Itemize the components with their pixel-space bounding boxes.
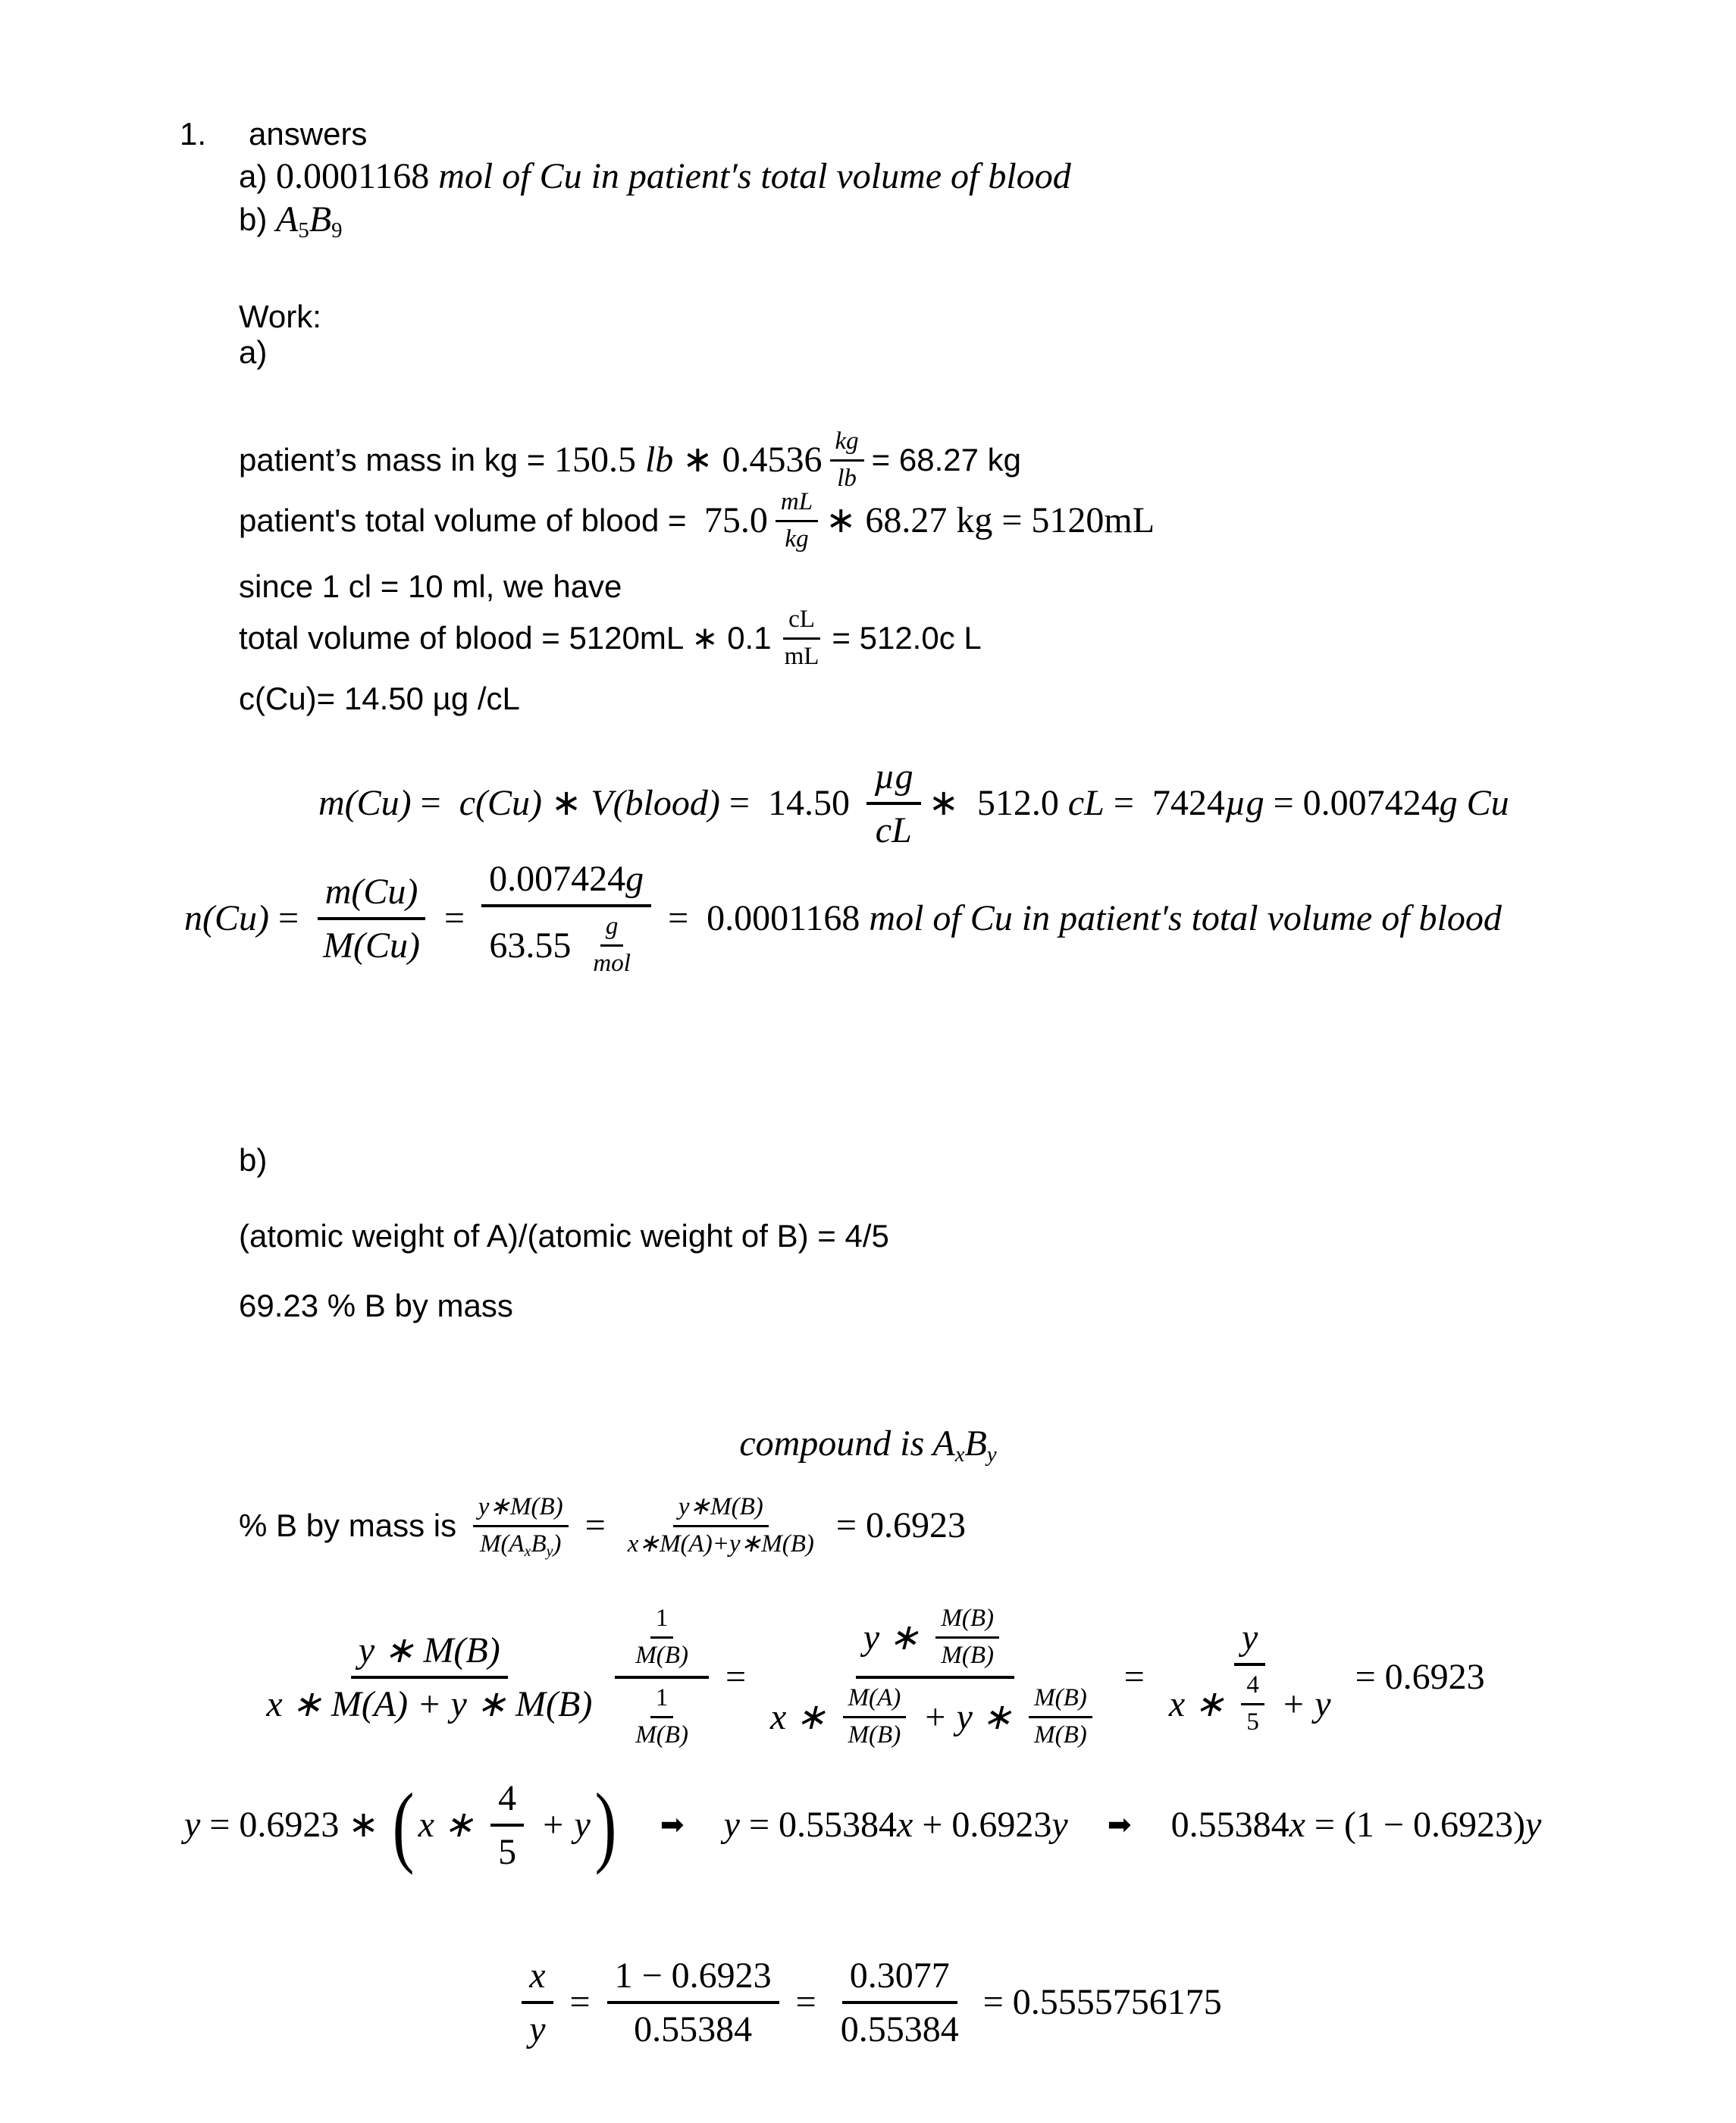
unit-g-cu: g Cu [1439, 783, 1509, 824]
question-title: answers [249, 115, 368, 152]
compound-line [0, 1421, 1736, 1467]
paren-content [418, 1776, 591, 1874]
plus-y: + y [1271, 1684, 1331, 1724]
close-paren: ) [553, 1530, 562, 1558]
total-volume-result: = 512.0c L [832, 619, 982, 656]
equals: = [786, 1982, 826, 2023]
n-cu: n(Cu) [184, 898, 269, 939]
fraction-denominator: M(B) [941, 1642, 994, 1670]
result-description: mol of Cu in patient′s total volume of blood [869, 898, 1502, 939]
element-a-subscript: 5 [298, 218, 309, 243]
equals-paren-term: = (1 − 0.6923) [1305, 1805, 1525, 1846]
answer-a-number: 0.0001168 [276, 156, 439, 197]
unit-lb: lb [644, 440, 674, 481]
fraction-simplified [763, 1602, 1108, 1752]
element-b: B [964, 1423, 987, 1464]
var-x: x [897, 1805, 913, 1846]
fraction-x-over-y [522, 1953, 553, 2052]
fraction-MB-over-MB [935, 1604, 999, 1671]
concentration-line [239, 678, 520, 720]
x-times: x ∗ [1168, 1684, 1234, 1724]
fraction-denominator: M(Cu) [323, 925, 421, 966]
fraction-difference [607, 1953, 779, 2052]
equals: = [435, 898, 475, 939]
x-times: x ∗ [770, 1696, 835, 1737]
compound-text: compound is A [739, 1423, 955, 1464]
fraction-denominator: 0.55384 [840, 2009, 959, 2049]
final-result: = 0.5555756175 [973, 1982, 1222, 2023]
fraction-denominator: 5 [1246, 1708, 1259, 1736]
volume-factor: 75.0 [703, 500, 768, 541]
fraction-four-fifths [490, 1776, 524, 1874]
fraction-denominator: 5 [498, 1832, 517, 1872]
fraction-denominator: kg [785, 524, 809, 553]
coefficient: = 0.55384 [739, 1805, 898, 1846]
part-b-text: b) [239, 1141, 268, 1178]
part-b-label [239, 1141, 267, 1180]
fraction-numerator: y [1234, 1615, 1265, 1666]
subscript-x: x [524, 1542, 531, 1560]
answer-b-label: b) [239, 201, 277, 237]
equals: = [268, 898, 309, 939]
answer-a-label: a) [239, 158, 277, 194]
fraction-numerator: y∗M(B) [473, 1492, 569, 1527]
fraction-numerator: 1 [650, 1683, 674, 1718]
fraction-denominator: 0.55384 [634, 2009, 753, 2049]
fraction-denominator: y [529, 2009, 546, 2049]
fraction-numerator: M(A) [843, 1683, 907, 1718]
fraction-numerator: M(B) [1029, 1683, 1092, 1718]
fraction-numerator: y∗M(B) [673, 1492, 769, 1527]
fraction-numerator: 0.3077 [842, 1953, 957, 2004]
fraction-unit-multiplier [615, 1602, 709, 1752]
fraction-grams-over-molar-mass [481, 856, 651, 981]
fraction-g-per-mol [588, 912, 636, 979]
fraction-denominator: x ∗ M(A) + y ∗ M(B) [266, 1684, 593, 1724]
work-heading-text: Work: [239, 298, 321, 334]
volume-intro: patient's total volume of blood = [239, 502, 704, 538]
fraction-mcu-over-Mcu [315, 869, 428, 968]
fraction-numerator: kg [830, 427, 864, 462]
element-b: B [309, 199, 332, 240]
total-volume-cl-line [239, 593, 982, 684]
result-g: = 0.007424 [1264, 783, 1440, 824]
equals: = [560, 1982, 600, 2023]
fraction-denominator: mL [784, 642, 819, 670]
chain-equation [0, 1605, 1736, 1749]
atomic-weight-text: (atomic weight of A)/(atomic weight of B) = 4/5 [239, 1217, 889, 1254]
fraction-numerator: 4 [1241, 1671, 1264, 1705]
equals: = [716, 1657, 756, 1698]
fraction-yMB-over-MAxBy [473, 1492, 569, 1560]
subscript-x: x [954, 1442, 965, 1467]
fraction-main [259, 1628, 600, 1727]
mass-result: = 68.27 kg [871, 441, 1021, 478]
result-value: = 0.6923 [826, 1505, 966, 1546]
subscript-y: y [546, 1542, 553, 1560]
element-b: B [531, 1530, 547, 1558]
var-y: y [1051, 1805, 1068, 1846]
equals: = [411, 783, 459, 824]
coefficient: 0.55384 [1170, 1805, 1289, 1846]
element-b-subscript: 9 [331, 218, 343, 243]
fraction-one-over-MB [630, 1604, 694, 1671]
v-blood: V(blood) [591, 783, 720, 824]
equals: = [575, 1505, 615, 1546]
result-moles: = 0.0001168 [659, 898, 870, 939]
result-value: = 0.6923 [1346, 1657, 1485, 1698]
m-cu: m(Cu) [318, 783, 412, 824]
var-y: y [1524, 1805, 1542, 1846]
fraction-numerator: 4 [490, 1776, 524, 1827]
fraction-numerator: M(B) [935, 1604, 999, 1639]
mass-value-lb: 150.5 [553, 440, 645, 481]
fraction-denominator: cL [875, 810, 912, 850]
y-times: y ∗ [863, 1617, 929, 1658]
fraction-denominator [481, 907, 651, 981]
subscript-y: y [986, 1442, 997, 1467]
fraction-cl-per-ml [779, 605, 825, 672]
fraction-yMB-over-sum [622, 1492, 819, 1560]
element-a: A [276, 199, 299, 240]
volume-result: ∗ 68.27 kg = 5120mL [826, 500, 1155, 541]
fraction-denominator: x∗M(A)+y∗M(B) [627, 1530, 814, 1558]
fraction-denominator [475, 1527, 566, 1560]
c-cu: c(Cu) [459, 783, 543, 824]
plus-coefficient: + 0.6923 [913, 1805, 1052, 1846]
total-volume-intro: total volume of blood = 5120mL ∗ 0.1 [239, 619, 772, 656]
fraction-numerator: µg [866, 754, 921, 805]
fraction-denominator [615, 1679, 709, 1752]
answer-b-line [239, 196, 342, 244]
conc-value: = 14.50 [719, 783, 859, 824]
answer-a-line [239, 155, 1071, 198]
percent-b-line [239, 1286, 513, 1326]
plus-y-times: + y ∗ [913, 1696, 1022, 1737]
fraction-denominator: lb [837, 464, 857, 492]
blood-volume-equation-line [239, 475, 1155, 566]
plus-y: + y [531, 1805, 591, 1846]
fraction-denominator [1161, 1666, 1339, 1739]
fraction-numerator [856, 1602, 1014, 1679]
fraction-denominator [763, 1679, 1108, 1752]
fraction-numerator: y ∗ M(B) [351, 1628, 508, 1679]
fraction-denominator: M(B) [848, 1721, 901, 1749]
percent-b-text: 69.23 % B by mass [239, 1287, 513, 1323]
var-y: y [723, 1805, 740, 1846]
fraction-numerator: 1 [650, 1604, 674, 1639]
var-x: x [1289, 1805, 1305, 1846]
fraction-numerator [615, 1602, 709, 1679]
unit-note-text: since 1 cl = 10 ml, we have [239, 568, 622, 604]
fraction-denominator: mol [593, 950, 631, 978]
fraction-ml-per-kg [776, 487, 818, 555]
right-arrow-icon: ➡ [1107, 1808, 1132, 1842]
fraction-numerator [481, 856, 651, 907]
work-heading [239, 297, 321, 337]
mass-intro: patient’s mass in kg = [239, 441, 554, 478]
fraction-denominator: M(B) [635, 1642, 688, 1670]
equals-value-times: = 0.6923 ∗ [200, 1805, 388, 1846]
percent-b-formula-line [239, 1473, 966, 1579]
percent-b-intro: % B by mass is [239, 1507, 465, 1543]
part-a-label [239, 333, 267, 372]
xy-ratio-line [0, 1938, 1736, 2067]
concentration-text: c(Cu)= 14.50 µg /cL [239, 680, 520, 716]
question-heading [180, 114, 367, 154]
volume-value: ∗ 512.0 [928, 783, 1068, 824]
fraction-numerator: 1 − 0.6923 [607, 1953, 779, 2004]
fraction-MA-over-MB [843, 1683, 907, 1751]
item-number: 1. [180, 115, 207, 152]
fraction-four-fifths [1241, 1671, 1264, 1738]
result-ug: = 7424 [1104, 783, 1225, 824]
x-times: x ∗ [418, 1805, 484, 1846]
conversion-factor: ∗ 0.4536 [673, 440, 823, 481]
molar-mass-value: 63.55 [489, 925, 581, 966]
m-open: M(A [480, 1530, 525, 1558]
y-solve-line: y = 0.6923 ∗ ( x ∗ $\frac{4}{5}$ + y ) ➡ y = 0.55384 x + 0.6923 y ➡ 0.55384 x = (1 − 0.6923) y [184, 1774, 1542, 1875]
fraction-final [1161, 1615, 1339, 1739]
unit-g: g [625, 858, 644, 899]
answer-a-text: mol of Cu in patient′s total volume of blood [438, 156, 1071, 197]
fraction-one-over-MB [630, 1683, 694, 1751]
fraction-MB-over-MB [1029, 1683, 1092, 1751]
right-arrow-icon: ➡ [660, 1808, 685, 1842]
atomic-weight-line [239, 1216, 889, 1256]
fraction-numerator: m(Cu) [318, 869, 426, 920]
fraction-numerator: cL [783, 605, 820, 640]
fraction-numerator: g [600, 912, 624, 947]
unit-ug: µg [1224, 783, 1264, 824]
moles-cu-equation [184, 828, 1502, 1010]
var-y: y [184, 1805, 201, 1846]
fraction-denominator: M(B) [1034, 1721, 1087, 1749]
part-a-text: a) [239, 333, 268, 370]
mass-value: 0.007424 [489, 858, 626, 899]
fraction-decimal [833, 1953, 967, 2052]
unit-cl: cL [1067, 783, 1105, 824]
fraction-denominator: M(B) [635, 1721, 688, 1749]
fraction-numerator: x [522, 1953, 553, 2004]
fraction-numerator: mL [776, 487, 818, 522]
equals: = [1114, 1657, 1154, 1698]
times: ∗ [542, 783, 591, 824]
